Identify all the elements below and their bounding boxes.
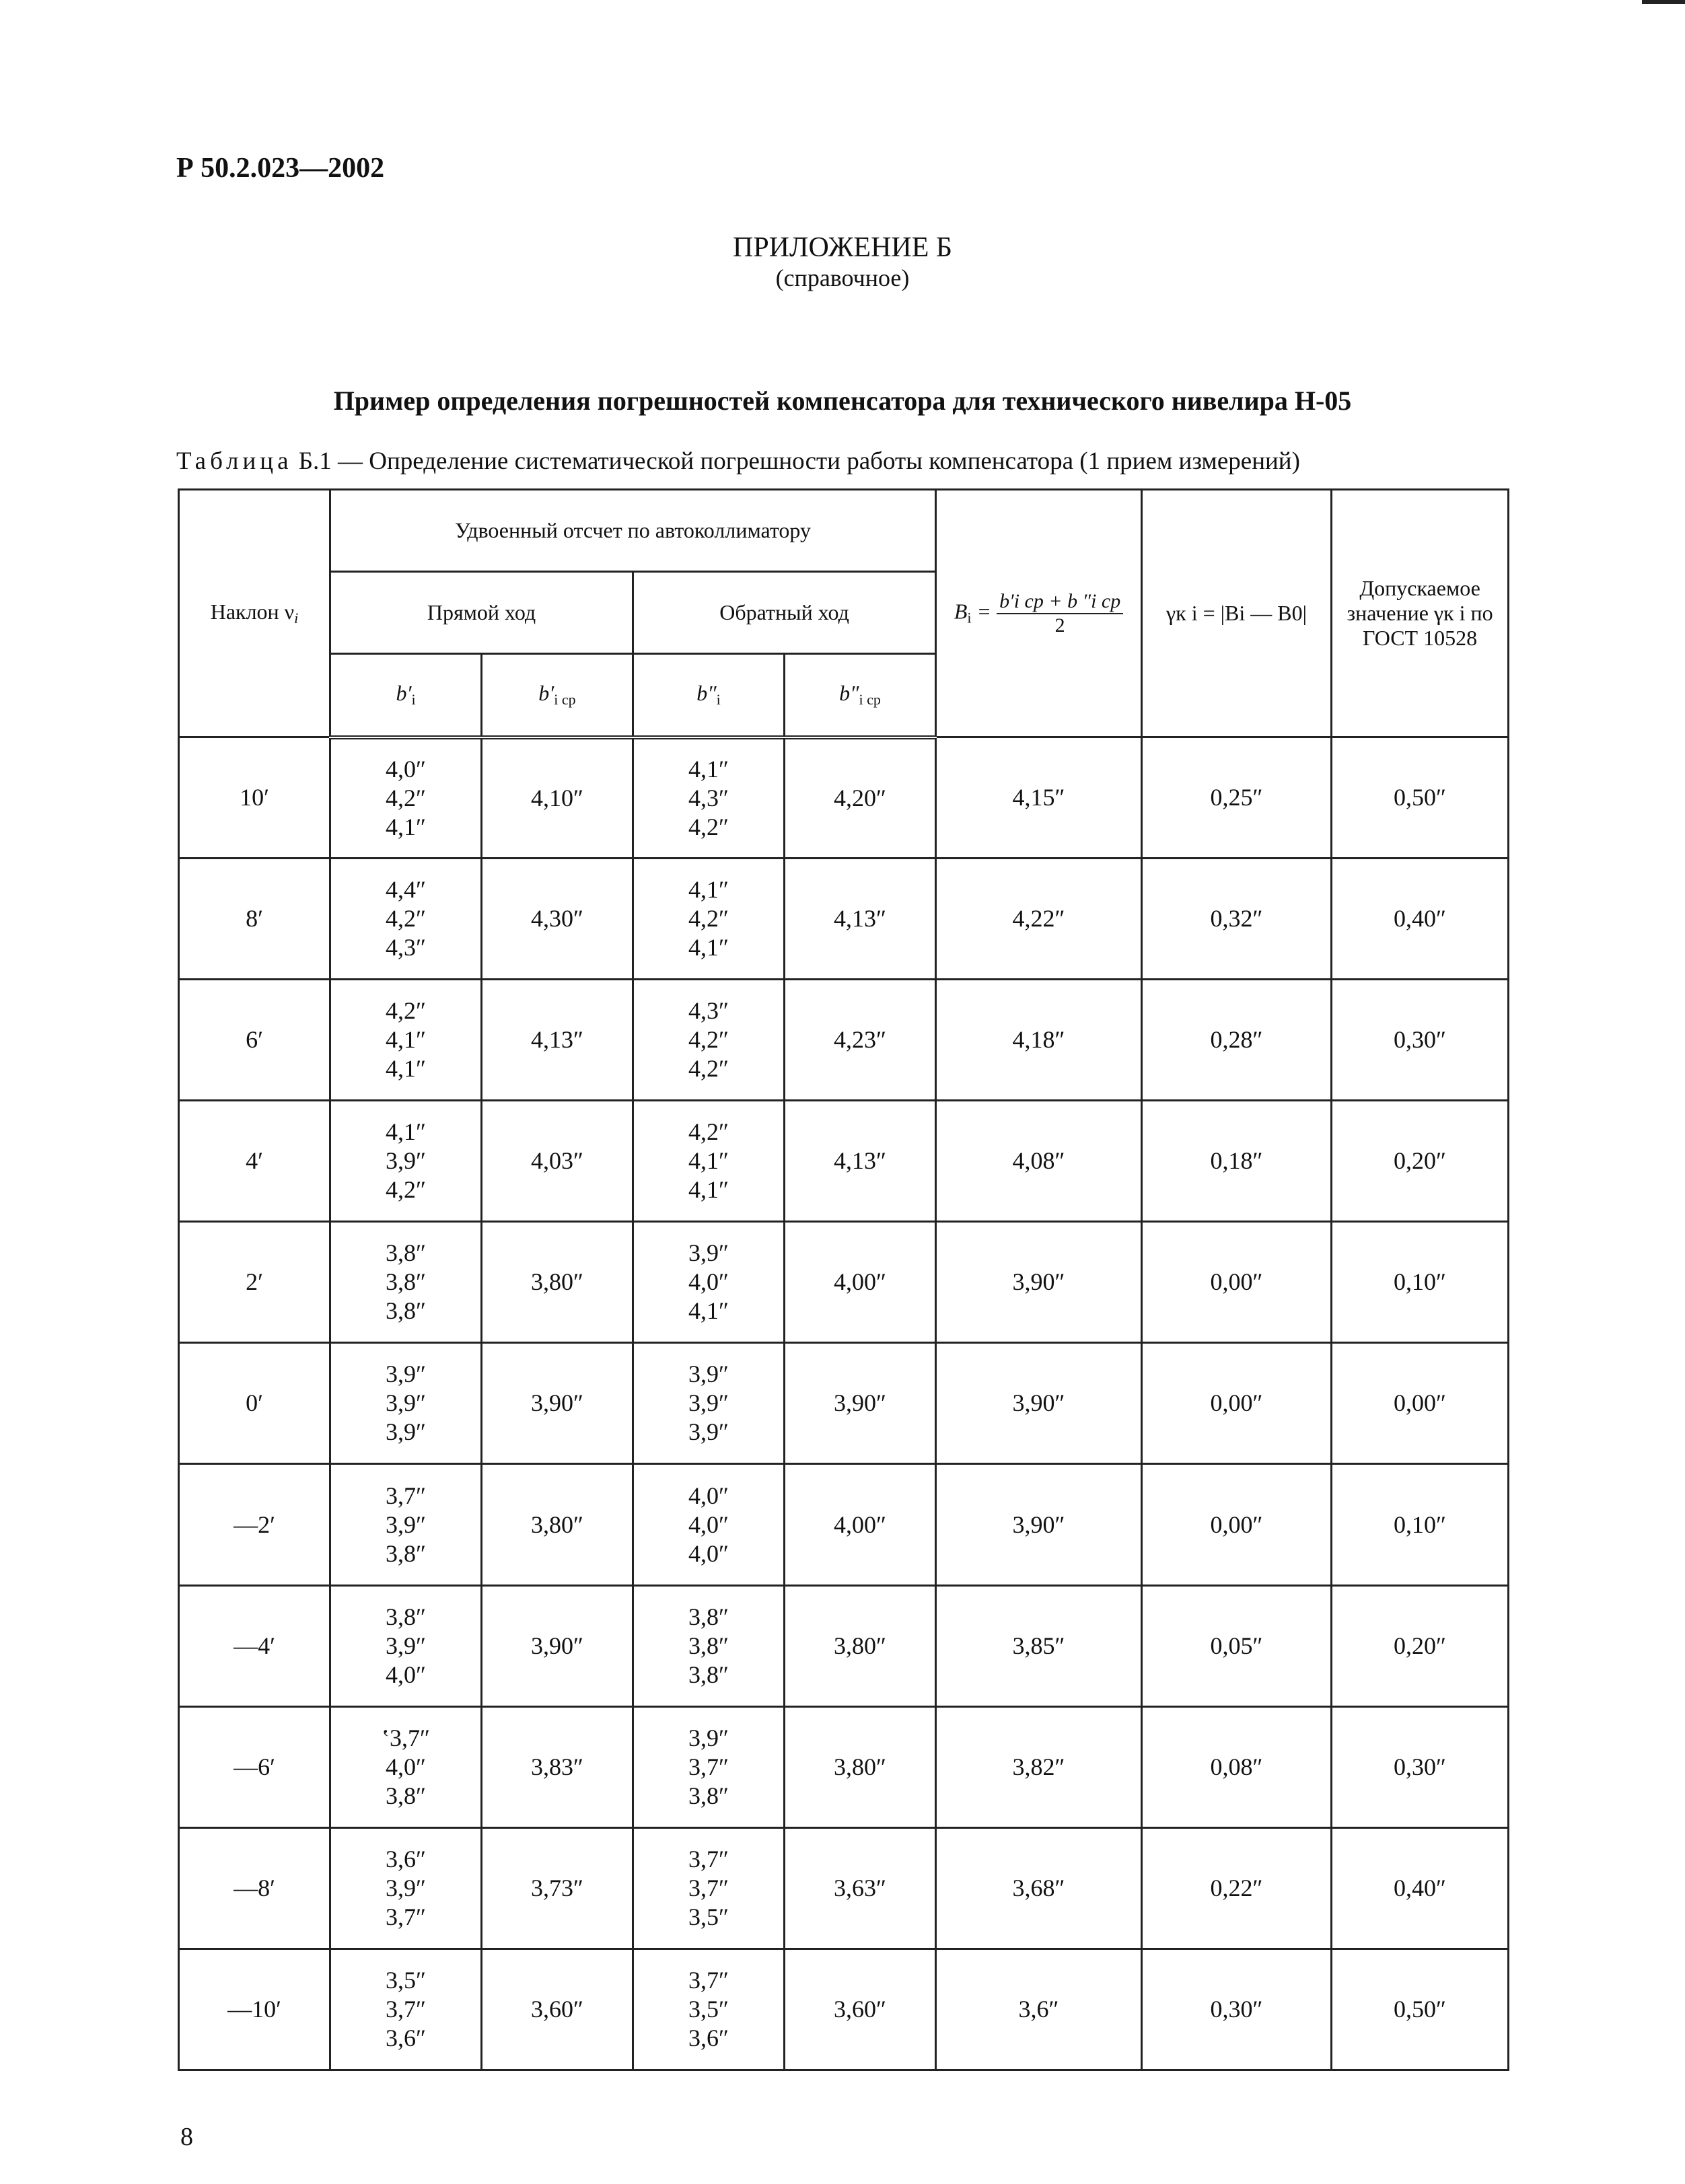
table-caption-label: Таблица — [176, 447, 293, 475]
cell-backward-avg: 3,90″ — [785, 1343, 936, 1464]
cell-gamma: 0,00″ — [1142, 1222, 1332, 1343]
table-row — [179, 859, 1509, 980]
table-caption-text: Б.1 — Определение систематической погрешности работы компенсатора (1 прием измерений) — [298, 447, 1300, 475]
cell-forward-readings: 4,0″ 4,2″ 4,1″ — [330, 737, 482, 859]
header-B-formula: $B_i$ = $\frac{\text{b′i ср + b ″i ср}}{2}$ — [936, 490, 1142, 737]
cell-tilt: —8′ — [179, 1827, 330, 1949]
cell-allowed: 0,50″ — [1332, 1949, 1509, 2070]
cell-forward-avg: 4,30″ — [482, 859, 633, 980]
cell-gamma: 0,00″ — [1142, 1464, 1332, 1585]
cell-B: 4,08″ — [936, 1101, 1142, 1222]
cell-backward-readings: 4,1″ 4,3″ 4,2″ — [633, 737, 785, 859]
cell-tilt: 6′ — [179, 980, 330, 1101]
appendix-type: (справочное) — [775, 264, 910, 291]
cell-forward-avg: 4,13″ — [482, 980, 633, 1101]
cell-tilt: 0′ — [179, 1343, 330, 1464]
header-b-double-prime-avg: $b''_{i ср}$ — [785, 654, 936, 737]
cell-gamma: 0,32″ — [1142, 859, 1332, 980]
cell-backward-readings: 3,7″ 3,7″ 3,5″ — [633, 1827, 785, 1949]
cell-gamma: 0,08″ — [1142, 1706, 1332, 1827]
cell-tilt: 10′ — [179, 737, 330, 859]
table-row — [179, 1827, 1509, 1949]
cell-allowed: 0,30″ — [1332, 980, 1509, 1101]
cell-B: 3,85″ — [936, 1585, 1142, 1706]
cell-backward-readings: 3,9″ 4,0″ 4,1″ — [633, 1222, 785, 1343]
cell-B: 3,90″ — [936, 1464, 1142, 1585]
cell-B: 3,68″ — [936, 1827, 1142, 1949]
cell-tilt: 2′ — [179, 1222, 330, 1343]
cell-B: 4,15″ — [936, 737, 1142, 859]
cell-forward-readings: 4,1″ 3,9″ 4,2″ — [330, 1101, 482, 1222]
cell-B: 4,18″ — [936, 980, 1142, 1101]
cell-B: 3,90″ — [936, 1222, 1142, 1343]
cell-backward-readings: 4,3″ 4,2″ 4,2″ — [633, 980, 785, 1101]
cell-allowed: 0,50″ — [1332, 737, 1509, 859]
cell-backward-readings: 3,8″ 3,8″ 3,8″ — [633, 1585, 785, 1706]
cell-gamma: 0,18″ — [1142, 1101, 1332, 1222]
cell-tilt: —2′ — [179, 1464, 330, 1585]
cell-tilt: 8′ — [179, 859, 330, 980]
cell-tilt: —4′ — [179, 1585, 330, 1706]
cell-allowed: 0,30″ — [1332, 1706, 1509, 1827]
cell-forward-avg: 4,10″ — [482, 737, 633, 859]
cell-backward-avg: 3,63″ — [785, 1827, 936, 1949]
table-row — [179, 1585, 1509, 1706]
cell-forward-readings: 3,7″ 3,9″ 3,8″ — [330, 1464, 482, 1585]
cell-forward-avg: 3,90″ — [482, 1585, 633, 1706]
cell-forward-readings: 3,6″ 3,9″ 3,7″ — [330, 1827, 482, 1949]
formula-denominator: 2 — [1054, 614, 1065, 636]
cell-backward-avg: 3,80″ — [785, 1706, 936, 1827]
cell-forward-avg: 3,90″ — [482, 1343, 633, 1464]
appendix-title: ПРИЛОЖЕНИЕ Б — [732, 232, 952, 263]
cell-allowed: 0,10″ — [1332, 1222, 1509, 1343]
cell-backward-readings: 4,1″ 4,2″ 4,1″ — [633, 859, 785, 980]
cell-forward-readings: 3,9″ 3,9″ 3,9″ — [330, 1343, 482, 1464]
cell-backward-avg: 4,23″ — [785, 980, 936, 1101]
cell-forward-readings: 3,5″ 3,7″ 3,6″ — [330, 1949, 482, 2070]
cell-allowed: 0,40″ — [1332, 859, 1509, 980]
formula-numerator: b′i ср + b ″i ср — [997, 590, 1123, 614]
cell-backward-avg: 3,60″ — [785, 1949, 936, 2070]
cell-tilt: —6′ — [179, 1706, 330, 1827]
table-row — [179, 737, 1509, 859]
header-b-prime-avg: $b'_{i ср}$ — [482, 654, 633, 737]
table-container — [178, 488, 1507, 2071]
cell-gamma: 0,28″ — [1142, 980, 1332, 1101]
cell-gamma: 0,00″ — [1142, 1343, 1332, 1464]
cell-allowed: 0,00″ — [1332, 1343, 1509, 1464]
cell-gamma: 0,30″ — [1142, 1949, 1332, 2070]
cell-forward-readings: 3,8″ 3,8″ 3,8″ — [330, 1222, 482, 1343]
cell-backward-readings: 3,9″ 3,7″ 3,8″ — [633, 1706, 785, 1827]
header-allowed: Допускаемое значение γк i по ГОСТ 10528 — [1332, 490, 1509, 737]
table-caption — [176, 447, 1300, 476]
cell-backward-avg: 4,00″ — [785, 1222, 936, 1343]
page-heading: Пример определения погрешностей компенсатора для технического нивелира Н-05 — [333, 386, 1352, 416]
table-row — [179, 1222, 1509, 1343]
document-code: Р 50.2.023—2002 — [176, 153, 385, 184]
cell-tilt: —10′ — [179, 1949, 330, 2070]
table-row — [179, 1343, 1509, 1464]
cell-B: 3,6″ — [936, 1949, 1142, 2070]
table-body — [179, 737, 1509, 2070]
cell-forward-avg: 3,80″ — [482, 1222, 633, 1343]
corner-mark — [1642, 0, 1685, 4]
cell-gamma: 0,22″ — [1142, 1827, 1332, 1949]
cell-allowed: 0,20″ — [1332, 1101, 1509, 1222]
cell-B: 3,82″ — [936, 1706, 1142, 1827]
cell-B: 3,90″ — [936, 1343, 1142, 1464]
cell-forward-readings: 3,8″ 3,9″ 4,0″ — [330, 1585, 482, 1706]
cell-tilt: 4′ — [179, 1101, 330, 1222]
cell-backward-avg: 3,80″ — [785, 1585, 936, 1706]
cell-backward-avg: 4,00″ — [785, 1464, 936, 1585]
cell-allowed: 0,20″ — [1332, 1585, 1509, 1706]
header-doubled-reading: Удвоенный отсчет по автоколлиматору — [330, 490, 936, 572]
cell-forward-readings: ‛3,7″ 4,0″ 3,8″ — [330, 1706, 482, 1827]
cell-forward-avg: 3,73″ — [482, 1827, 633, 1949]
header-backward: Обратный ход — [633, 572, 936, 654]
appendix-header — [0, 231, 1685, 292]
header-forward: Прямой ход — [330, 572, 633, 654]
table-row — [179, 1949, 1509, 2070]
table-row — [179, 980, 1509, 1101]
table-row — [179, 1464, 1509, 1585]
cell-allowed: 0,40″ — [1332, 1827, 1509, 1949]
cell-forward-avg: 4,03″ — [482, 1101, 633, 1222]
cell-forward-avg: 3,80″ — [482, 1464, 633, 1585]
cell-allowed: 0,10″ — [1332, 1464, 1509, 1585]
cell-backward-readings: 3,7″ 3,5″ 3,6″ — [633, 1949, 785, 2070]
cell-backward-avg: 4,13″ — [785, 859, 936, 980]
cell-forward-avg: 3,83″ — [482, 1706, 633, 1827]
table-row — [179, 1706, 1509, 1827]
header-b-double-prime: $b''_i$ — [633, 654, 785, 737]
cell-gamma: 0,05″ — [1142, 1585, 1332, 1706]
cell-backward-avg: 4,20″ — [785, 737, 936, 859]
cell-forward-avg: 3,60″ — [482, 1949, 633, 2070]
page-number: 8 — [180, 2123, 193, 2151]
cell-backward-avg: 4,13″ — [785, 1101, 936, 1222]
cell-gamma: 0,25″ — [1142, 737, 1332, 859]
cell-B: 4,22″ — [936, 859, 1142, 980]
header-b-prime: $b'_i$ — [330, 654, 482, 737]
cell-backward-readings: 4,0″ 4,0″ 4,0″ — [633, 1464, 785, 1585]
header-gamma: γк i = |Bi — B0| — [1142, 490, 1332, 737]
header-tilt: Наклон $\nu_i$ — [179, 490, 330, 737]
cell-forward-readings: 4,4″ 4,2″ 4,3″ — [330, 859, 482, 980]
cell-forward-readings: 4,2″ 4,1″ 4,1″ — [330, 980, 482, 1101]
cell-backward-readings: 4,2″ 4,1″ 4,1″ — [633, 1101, 785, 1222]
cell-backward-readings: 3,9″ 3,9″ 3,9″ — [633, 1343, 785, 1464]
compensator-table — [178, 488, 1509, 2071]
table-row — [179, 1101, 1509, 1222]
